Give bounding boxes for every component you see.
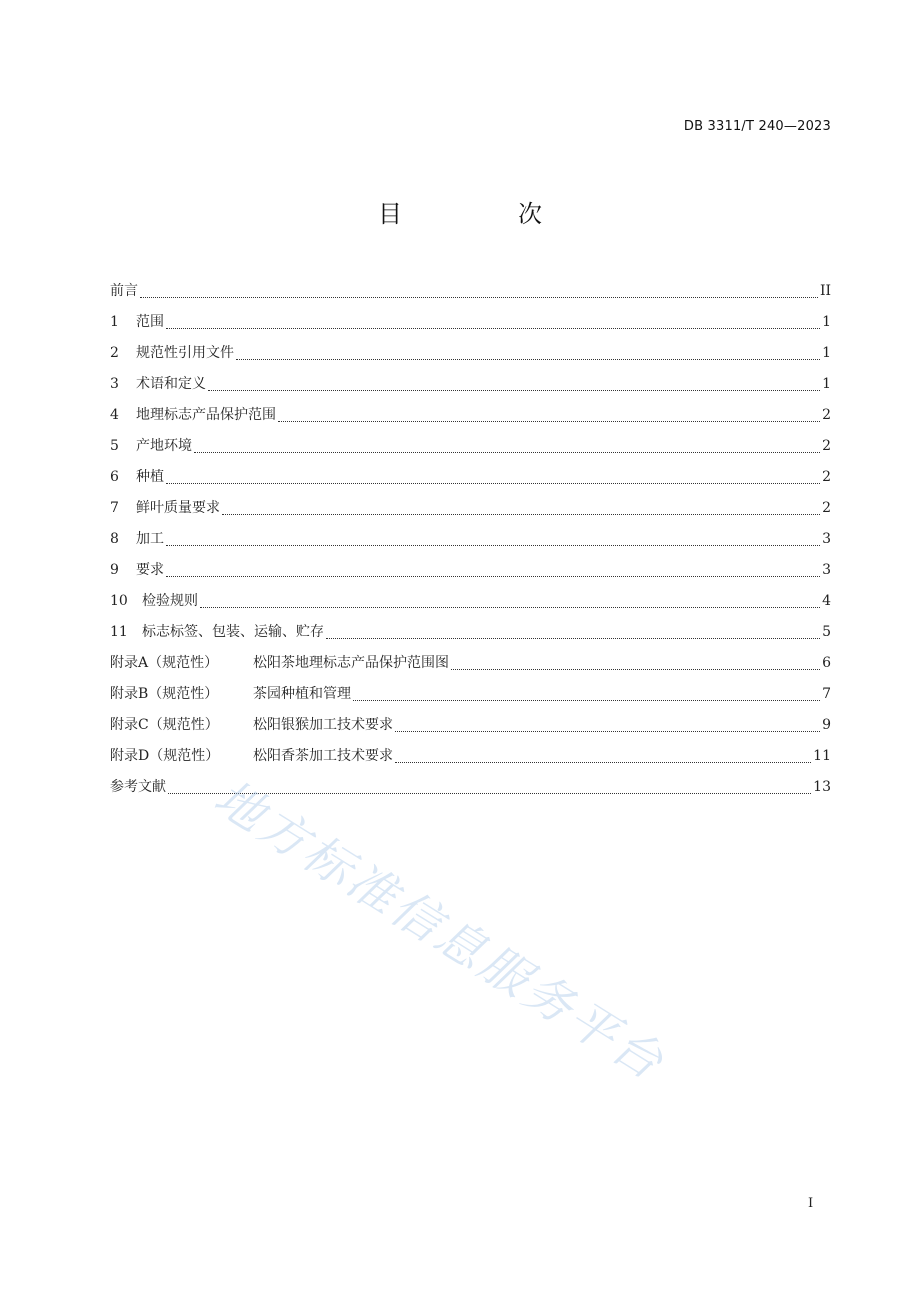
toc-entry-title: 地理标志产品保护范围: [136, 407, 276, 423]
toc-entry-page: 2: [822, 438, 831, 454]
toc-entry-number: 5: [110, 438, 119, 454]
toc-entry-title: 加工: [136, 531, 164, 547]
toc-entry-page: 1: [822, 314, 831, 330]
toc-entry-label: [110, 343, 234, 363]
dot-leader: [353, 699, 820, 701]
toc-entry-title: 检验规则: [142, 593, 198, 609]
toc-entry-label: [110, 312, 164, 332]
toc-entry-page: 9: [822, 717, 831, 733]
toc-entry[interactable]: [110, 312, 831, 343]
toc-entry-page: 3: [822, 562, 831, 578]
toc-entry[interactable]: [110, 684, 831, 715]
table-of-contents: [110, 281, 831, 808]
toc-entry-number: 附录A（规范性）: [110, 655, 219, 671]
dot-leader: [278, 420, 820, 422]
document-code: DB 3311/T 240—2023: [683, 119, 831, 134]
toc-entry-number: 10: [110, 593, 128, 609]
toc-entry-label: [110, 281, 138, 301]
toc-entry-title: 规范性引用文件: [136, 345, 234, 361]
toc-entry-page: II: [819, 283, 831, 299]
toc-entry[interactable]: [110, 343, 831, 374]
toc-entry[interactable]: [110, 405, 831, 436]
toc-entry-label: [110, 715, 393, 735]
toc-entry-page: 2: [822, 500, 831, 516]
dot-leader: [395, 730, 820, 732]
toc-entry-number: 7: [110, 500, 119, 516]
dot-leader: [451, 668, 820, 670]
toc-entry[interactable]: [110, 591, 831, 622]
dot-leader: [395, 761, 811, 763]
toc-entry-label: [110, 560, 164, 580]
toc-entry-page: 3: [822, 531, 831, 547]
toc-entry-label: [110, 405, 276, 425]
toc-entry-number: 3: [110, 376, 119, 392]
toc-entry-page: 1: [822, 376, 831, 392]
toc-entry-label: [110, 777, 166, 797]
toc-entry-number: 1: [110, 314, 119, 330]
toc-entry-title: 前言: [110, 283, 138, 299]
dot-leader: [166, 544, 820, 546]
toc-entry-page: 7: [822, 686, 831, 702]
dot-leader: [200, 606, 820, 608]
toc-entry-page: 13: [813, 779, 831, 795]
toc-entry-number: 11: [110, 624, 128, 640]
toc-entry-title: 种植: [136, 469, 164, 485]
toc-entry-label: [110, 746, 393, 766]
toc-entry[interactable]: [110, 436, 831, 467]
dot-leader: [166, 327, 820, 329]
toc-entry[interactable]: [110, 498, 831, 529]
toc-entry-label: [110, 653, 449, 673]
toc-entry-title: 鲜叶质量要求: [136, 500, 220, 516]
toc-entry-title: 范围: [136, 314, 164, 330]
toc-entry-number: 2: [110, 345, 119, 361]
toc-entry-label: [110, 684, 351, 704]
toc-entry-page: 11: [813, 748, 831, 764]
watermark: 地方标准信息服务平台: [204, 769, 676, 1093]
dot-leader: [168, 792, 811, 794]
toc-entry-number: 6: [110, 469, 119, 485]
toc-entry[interactable]: [110, 715, 831, 746]
toc-entry-title: 松阳银猴加工技术要求: [253, 717, 393, 733]
toc-entry-title: 参考文献: [110, 779, 166, 795]
page-title: 目 次: [378, 200, 588, 228]
toc-entry[interactable]: [110, 560, 831, 591]
dot-leader: [236, 358, 820, 360]
dot-leader: [194, 451, 820, 453]
dot-leader: [222, 513, 820, 515]
toc-entry[interactable]: [110, 374, 831, 405]
toc-entry-label: [110, 622, 324, 642]
toc-entry-title: 标志标签、包装、运输、贮存: [142, 624, 324, 640]
toc-entry-page: 1: [822, 345, 831, 361]
toc-entry-number: 9: [110, 562, 119, 578]
toc-entry-number: 附录D（规范性）: [110, 748, 220, 764]
toc-entry[interactable]: [110, 746, 831, 777]
toc-entry-page: 6: [822, 655, 831, 671]
toc-entry-title: 术语和定义: [136, 376, 206, 392]
toc-entry-label: [110, 591, 198, 611]
toc-entry-number: 附录C（规范性）: [110, 717, 219, 733]
toc-entry-page: 4: [822, 593, 831, 609]
toc-entry[interactable]: [110, 281, 831, 312]
toc-entry[interactable]: [110, 529, 831, 560]
toc-entry-title: 松阳茶地理标志产品保护范围图: [253, 655, 449, 671]
toc-entry-title: 要求: [136, 562, 164, 578]
toc-entry-label: [110, 467, 164, 487]
toc-entry-number: 4: [110, 407, 119, 423]
toc-entry-label: [110, 529, 164, 549]
toc-entry[interactable]: [110, 777, 831, 808]
toc-entry-title: 产地环境: [136, 438, 192, 454]
toc-entry-label: [110, 498, 220, 518]
toc-entry[interactable]: [110, 653, 831, 684]
toc-entry-page: 2: [822, 407, 831, 423]
toc-entry-page: 2: [822, 469, 831, 485]
toc-entry-label: [110, 374, 206, 394]
toc-entry-number: 附录B（规范性）: [110, 686, 219, 702]
page-number: I: [808, 1196, 814, 1211]
toc-entry[interactable]: [110, 467, 831, 498]
toc-entry-label: [110, 436, 192, 456]
dot-leader: [140, 296, 818, 298]
toc-entry-title: 松阳香茶加工技术要求: [253, 748, 393, 764]
toc-entry-title: 茶园种植和管理: [253, 686, 351, 702]
dot-leader: [166, 482, 820, 484]
dot-leader: [166, 575, 820, 577]
dot-leader: [208, 389, 820, 391]
toc-entry-page: 5: [822, 624, 831, 640]
dot-leader: [326, 637, 820, 639]
toc-entry-number: 8: [110, 531, 119, 547]
toc-entry[interactable]: [110, 622, 831, 653]
